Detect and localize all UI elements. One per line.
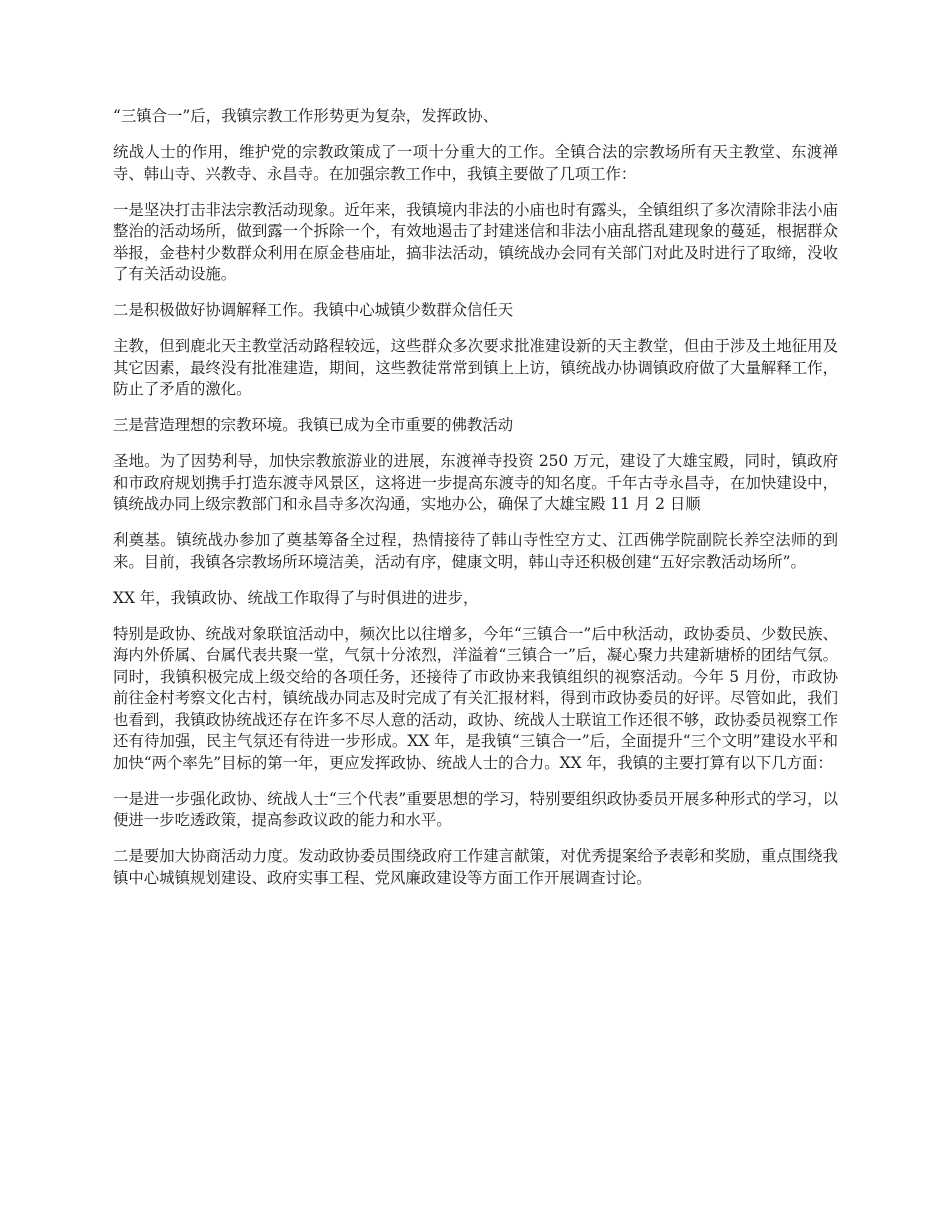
paragraph-8: 利奠基。镇统战办参加了奠基筹备全过程，热情接待了韩山寺性空方丈、江西佛学院副院长养空法师的到来。目前，我镇各宗教场所环境洁美，活动有序，健康文明，韩山寺还积极创建“五好宗教活动场所”。 [113,531,838,571]
paragraph-11: 一是进一步强化政协、统战人士“三个代表”重要思想的学习，特别要组织政协委员开展多种形式的学习，以便进一步吃透政策，提高参政议政的能力和水平。 [113,789,838,829]
document-body [113,106,838,904]
paragraph-5: 主教，但到鹿北天主教堂活动路程较远，这些群众多次要求批准建设新的天主教堂，但由于涉及土地征用及其它因素，最终没有批准建造，期间，这些教徒常常到镇上上访，镇统战办协调镇政府做了大量解释工作，防止了矛盾的激化。 [113,337,838,398]
paragraph-3: 一是坚决打击非法宗教活动现象。近年来，我镇境内非法的小庙也时有露头，全镇组织了多次清除非法小庙整治的活动场所，做到露一个拆除一个，有效地遏击了封建迷信和非法小庙乱搭乱建现象的蔓延，根据群众举报，金巷村少数群众利用在原金巷庙址，搞非法活动，镇统战办会同有关部门对此及时进行了取缔，没收了有关活动设施。 [113,200,838,283]
paragraph-7: 圣地。为了因势利导，加快宗教旅游业的进展，东渡禅寺投资 250 万元，建设了大雄宝殿，同时，镇政府和市政府规划携手打造东渡寺风景区，这将进一步提高东渡寺的知名度。千年古寺永昌寺，在加快建设中，镇统战办同上级宗教部门和永昌寺多次沟通，实地办公，确保了大雄宝殿 11 月 2 日顺 [113,452,838,513]
paragraph-9: XX 年，我镇政协、统战工作取得了与时俱进的进步， [113,588,479,607]
paragraph-10: 特别是政协、统战对象联谊活动中，频次比以往增多，今年“三镇合一”后中秋活动，政协委员、少数民族、海内外侨属、台属代表共聚一堂，气氛十分浓烈，洋溢着“三镇合一”后，凝心聚力共建新塘桥的团结气氛。同时，我镇积极完成上级交给的各项任务，还接待了市政协来我镇组织的视察活动。今年 5 月份，市政协前往金村考察文化古村，镇统战办同志及时完成了有关汇报材料，得到市政协委员的好评。尽管如此，我们也看到，我镇政协统战还存在许多不尽人意的活动，政协、统战人士联谊工作还很不够，政协委员视察工作还有待加强，民主气氛还有待进一步形成。XX 年，是我镇“三镇合一”后，全面提升“三个文明”建设水平和加快“两个率先”目标的第一年，更应发挥政协、统战人士的合力。XX 年，我镇的主要打算有以下几方面： [113,624,838,772]
paragraph-6: 三是营造理想的宗教环境。我镇已成为全市重要的佛教活动 [113,416,514,434]
paragraph-1: “三镇合一”后，我镇宗教工作形势更为复杂，发挥政协、 [113,107,499,125]
paragraph-2: 统战人士的作用，维护党的宗教政策成了一项十分重大的工作。全镇合法的宗教场所有天主教堂、东渡禅寺、韩山寺、兴教寺、永昌寺。在加强宗教工作中，我镇主要做了几项工作： [113,143,838,183]
paragraph-4: 二是积极做好协调解释工作。我镇中心城镇少数群众信任天 [113,301,514,319]
paragraph-12: 二是要加大协商活动力度。发动政协委员围绕政府工作建言献策，对优秀提案给予表彰和奖励，重点围绕我镇中心城镇规划建设、政府实事工程、党风廉政建设等方面工作开展调查讨论。 [113,847,838,887]
